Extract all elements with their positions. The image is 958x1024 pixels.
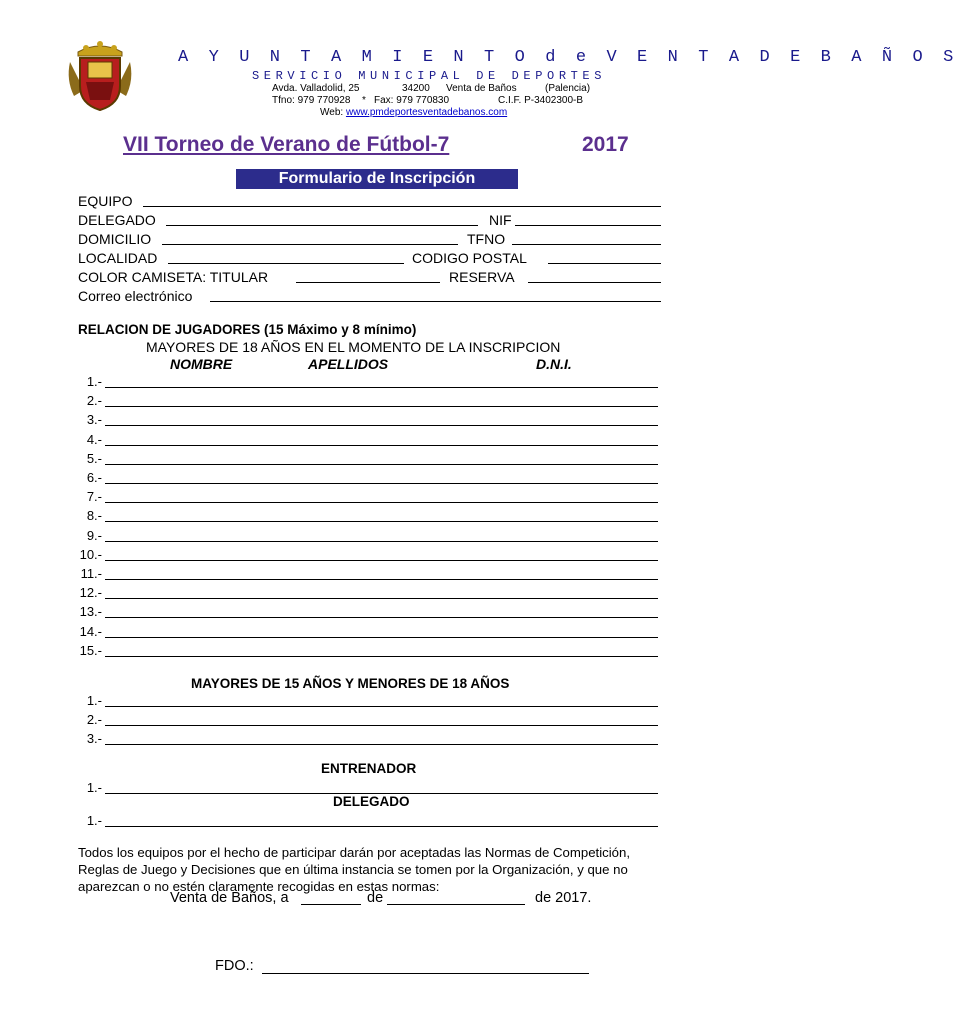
codigo-postal-field[interactable] (548, 263, 661, 264)
player-row-number: 4.- (86, 431, 102, 447)
player-row-field[interactable] (105, 521, 658, 522)
player-row-number: 1.- (86, 374, 102, 389)
player-row-number: 2.- (86, 393, 102, 409)
player-row-field[interactable] (105, 560, 658, 561)
player-row-number: 10.- (79, 546, 102, 562)
signature-field[interactable] (262, 973, 589, 974)
player-row-number: 12.- (79, 585, 102, 601)
coat-of-arms-logo (64, 40, 136, 112)
equipo-field[interactable] (143, 206, 661, 207)
legal-text (78, 844, 630, 895)
player-row-field[interactable] (105, 406, 658, 407)
players-subheading: MAYORES DE 18 AÑOS EN EL MOMENTO DE LA INSCRIPCION (146, 339, 561, 355)
tfno-label: TFNO (467, 231, 506, 247)
legal-line: aparezcan o no estén claramente recogidas en estas normas: (78, 879, 440, 894)
town: Venta de Baños (446, 83, 517, 94)
reserva-label: RESERVA (449, 269, 515, 285)
player-row-number: 6.- (86, 470, 102, 485)
player-row-field[interactable] (105, 502, 658, 503)
player-row-number: 7.- (86, 489, 102, 505)
day-field[interactable] (301, 904, 361, 905)
website-label: Web: (320, 107, 344, 118)
nif-label: NIF (489, 212, 512, 228)
nif-field[interactable] (515, 225, 661, 226)
delegado-field[interactable] (166, 225, 478, 226)
player-row-field[interactable] (105, 598, 658, 599)
postal-code: 34200 (402, 83, 430, 94)
address: Avda. Valladolid, 25 (272, 83, 360, 94)
localidad-label: LOCALIDAD (78, 250, 158, 266)
player-row-number: 8.- (86, 508, 102, 524)
form-title: Formulario de Inscripción (236, 169, 518, 189)
player-row-number: 14.- (79, 623, 102, 639)
delegate-row-number: 1.- (86, 813, 102, 828)
month-field[interactable] (387, 904, 525, 905)
organization-name: A Y U N T A M I E N T O d e V E N T A D E B A Ñ O S (178, 48, 958, 67)
domicilio-field[interactable] (162, 244, 458, 245)
junior-row-field[interactable] (105, 725, 658, 726)
player-row-field[interactable] (105, 617, 658, 618)
color-titular-label: COLOR CAMISETA: TITULAR (78, 269, 269, 285)
province: (Palencia) (545, 83, 591, 94)
player-row-field[interactable] (105, 464, 658, 465)
color-titular-field[interactable] (296, 282, 440, 283)
de-year-label: de 2017. (535, 890, 592, 906)
tfno-field[interactable] (512, 244, 661, 245)
player-row-number: 5.- (86, 450, 102, 466)
player-row-field[interactable] (105, 425, 658, 426)
player-row-number: 15.- (79, 642, 102, 658)
player-row-field[interactable] (105, 387, 658, 388)
localidad-field[interactable] (168, 263, 404, 264)
phone: Tfno: 979 770928 (272, 95, 351, 106)
players-heading: RELACION DE JUGADORES (15 Máximo y 8 mínimo) (78, 322, 417, 337)
player-row-field[interactable] (105, 541, 658, 542)
delegate-field[interactable] (105, 826, 658, 827)
cif: C.I.F. P-3402300-B (498, 95, 584, 106)
player-row-number: 11.- (80, 566, 102, 581)
junior-row-number: 1.- (86, 693, 102, 708)
col-dni: D.N.I. (536, 356, 572, 372)
service-name: SERVICIO MUNICIPAL DE DEPORTES (252, 69, 607, 83)
delegate-heading: DELEGADO (333, 794, 410, 809)
player-row-field[interactable] (105, 656, 658, 657)
codigo-postal-label: CODIGO POSTAL (412, 250, 527, 266)
delegado-label: DELEGADO (78, 212, 156, 228)
domicilio-label: DOMICILIO (78, 231, 152, 247)
correo-label: Correo electrónico (78, 288, 193, 304)
website-link[interactable]: www.pmdeportesventadebanos.com (345, 107, 508, 118)
coach-heading: ENTRENADOR (321, 761, 417, 776)
website (320, 107, 507, 119)
coach-row-number: 1.- (86, 780, 102, 795)
player-row-field[interactable] (105, 579, 658, 580)
player-row-field[interactable] (105, 637, 658, 638)
fax: Fax: 979 770830 (374, 95, 450, 106)
player-row-field[interactable] (105, 483, 658, 484)
player-row-field[interactable] (105, 445, 658, 446)
legal-line: Todos los equipos por el hecho de participar darán por aceptadas las Normas de Competición, (78, 845, 630, 860)
player-row-number: 3.- (86, 412, 102, 428)
junior-row-number: 2.- (86, 712, 102, 728)
junior-row-number: 3.- (86, 731, 102, 747)
place-label: Venta de Baños, a (170, 890, 289, 906)
bullet: * (362, 95, 366, 106)
correo-field[interactable] (210, 301, 661, 302)
player-row-number: 13.- (79, 604, 102, 620)
legal-line: Reglas de Juego y Decisiones que en última instancia se tomen por la Organización, y que no (78, 862, 628, 877)
col-apellidos: APELLIDOS (308, 356, 389, 372)
junior-row-field[interactable] (105, 744, 658, 745)
signature-label: FDO.: (215, 958, 254, 974)
tournament-title: VII Torneo de Verano de Fútbol-7 (123, 133, 450, 156)
col-nombre: NOMBRE (170, 356, 233, 372)
reserva-field[interactable] (528, 282, 661, 283)
equipo-label: EQUIPO (78, 193, 133, 209)
juniors-heading: MAYORES DE 15 AÑOS Y MENORES DE 18 AÑOS (191, 676, 510, 691)
junior-row-field[interactable] (105, 706, 658, 707)
tournament-year: 2017 (582, 133, 629, 156)
player-row-number: 9.- (86, 527, 102, 543)
de-label-1: de (367, 890, 384, 906)
